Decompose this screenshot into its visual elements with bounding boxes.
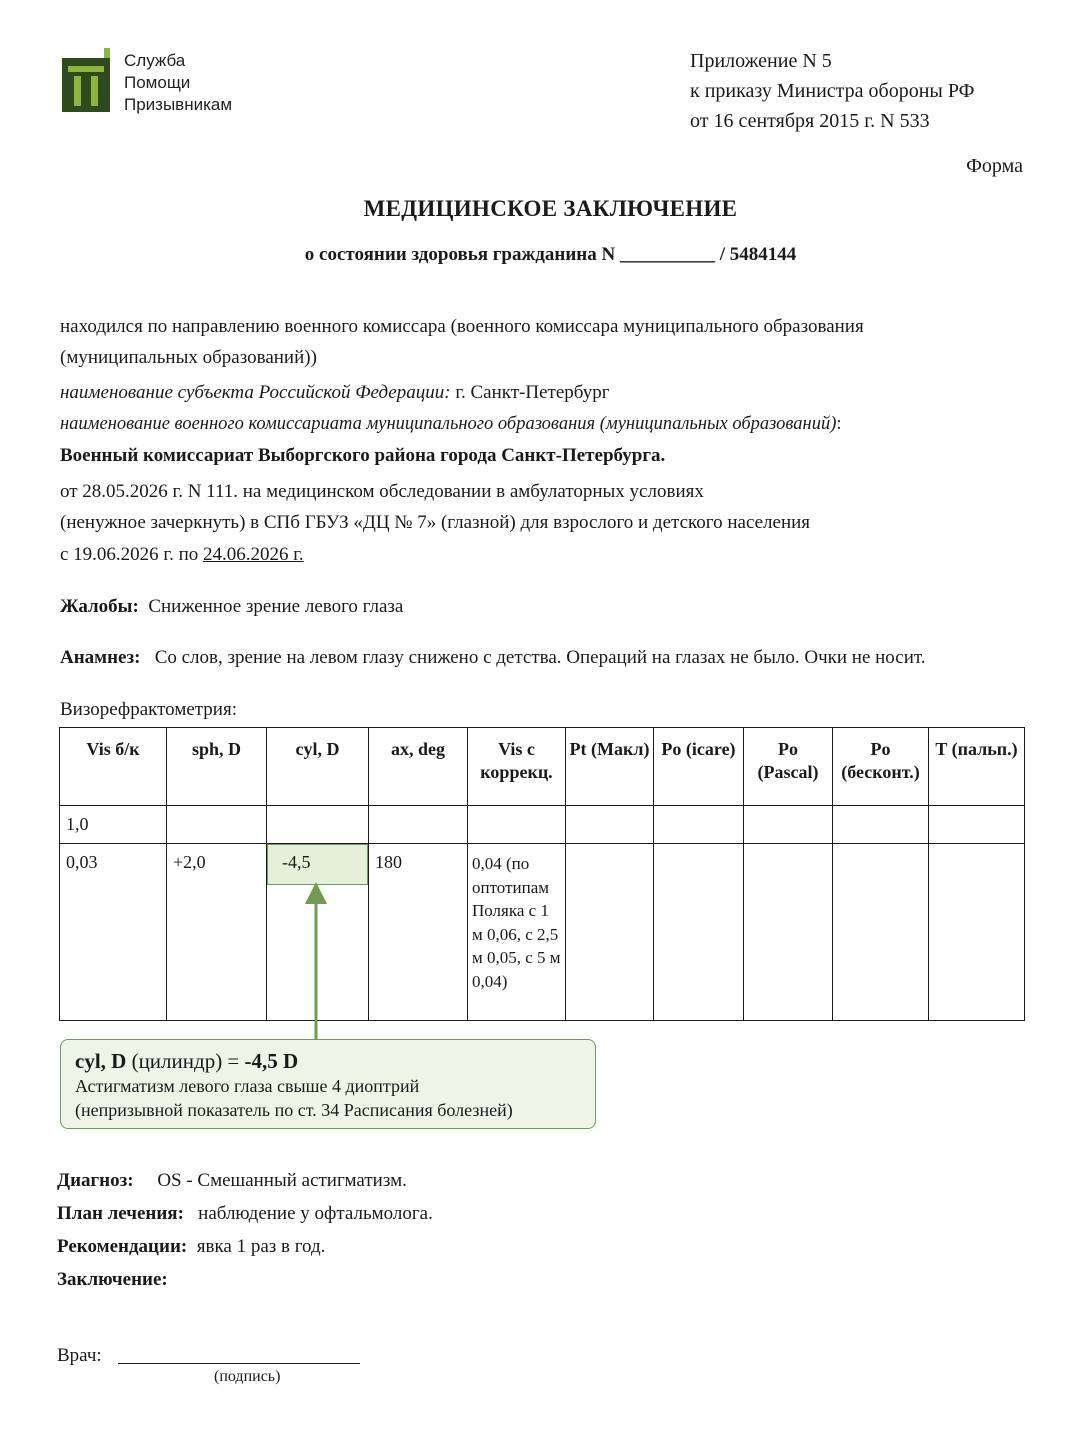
table-cell [566,844,654,1021]
callout-heading [75,1048,583,1074]
recommendations-line [57,1234,325,1260]
document-subtitle: о состоянии здоровья гражданина N __________ / 5484144 [304,244,797,265]
table-row [60,844,1025,1021]
table-cell: 0,03 [60,844,167,1021]
doctor-label: Врач: [57,1345,102,1366]
signature-line [118,1363,360,1364]
callout-line-3: (непризывной показатель по ст. 34 Расписания болезней) [75,1100,513,1120]
anamnesis-value: Со слов, зрение на левом глазу снижено с детства. Операций на глазах не было. Очки не носит. [154,647,926,668]
callout-normal: (цилиндр) = [126,1049,245,1073]
commissariat-label-line [60,411,842,437]
body-line-2: (муниципальных образований)) [60,347,317,368]
logo-line: Помощи [124,73,191,92]
cyl-callout [60,1039,596,1129]
complaints-line [60,594,403,620]
table-title: Визорефрактометрия: [60,699,237,720]
table-cell [833,806,929,844]
callout-line-2: Астигматизм левого глаза свыше 4 диоптрий [75,1076,420,1096]
table-cell: 180 [369,844,468,1021]
table-header: ax, deg [369,728,468,806]
commissariat-label: наименование военного комиссариата муниципального образования (муниципальных образований) [60,414,837,434]
appendix-line: Приложение N 5 [690,50,832,72]
period-line [60,542,304,568]
complaints-label: Жалобы: [60,596,139,617]
callout-value: -4,5 D [244,1049,299,1073]
table-header: sph, D [167,728,267,806]
treatment-label: План лечения: [57,1203,184,1224]
cyl-value-highlight: -4,5 [267,844,368,885]
table-header-row [60,728,1025,806]
recommendations-label: Рекомендации: [57,1236,188,1257]
complaints-value: Сниженное зрение левого глаза [148,596,404,617]
table-cell [654,844,744,1021]
table-header: Vis б/к [60,728,167,806]
treatment-line [57,1201,433,1227]
callout-bold: cyl, D [75,1049,127,1073]
table-cell [833,844,929,1021]
table-cell [744,844,833,1021]
diagnosis-value: OS - Смешанный астигматизм. [157,1170,407,1191]
treatment-value: наблюдение у офтальмолога. [198,1203,433,1224]
document-title: МЕДИЦИНСКОЕ ЗАКЛЮЧЕНИЕ [363,196,738,221]
signature-caption: (подпись) [214,1368,281,1385]
table-cell [929,806,1025,844]
anamnesis-label: Анамнез: [60,647,141,668]
table-header: Pt (Макл) [566,728,654,806]
subject-line [60,380,610,406]
logo-text [124,50,232,116]
table-header: Po (бесконт.) [833,728,929,806]
subject-value: г. Санкт-Петербург [450,382,610,403]
table-cell [929,844,1025,1021]
logo-line: Призывникам [124,95,233,114]
diagnosis-line [57,1168,407,1194]
table-cell [744,806,833,844]
table-cell [369,806,468,844]
organization-logo-icon [62,48,110,112]
table-cell: 0,04 (по оптотипам Поляка с 1 м 0,06, с 2,5 м 0,05, с 5 м 0,04) [468,844,566,1021]
form-label: Форма [966,155,1023,177]
visorefractometry-table [59,727,1025,1021]
table-header: T (пальп.) [929,728,1025,806]
table-cell [566,806,654,844]
table-header: cyl, D [267,728,369,806]
table-cell [267,806,369,844]
body-line-6: от 28.05.2026 г. N 111. на медицинском обследовании в амбулаторных условиях [60,481,704,502]
table-cell [468,806,566,844]
commissariat-colon: : [836,414,842,434]
table-cell: 1,0 [60,806,167,844]
period-prefix: с 19.06.2026 г. по [60,544,204,565]
period-end: 24.06.2026 г. [203,544,304,565]
conclusion-label: Заключение: [57,1269,168,1290]
diagnosis-label: Диагноз: [57,1170,134,1191]
arrow-up-icon [304,880,328,1042]
body-line-1: находился по направлению военного комиссара (военного комиссара муниципального образования [60,316,864,337]
recommendations-value: явка 1 раз в год. [196,1236,326,1257]
table-row [60,806,1025,844]
table-cell [167,806,267,844]
table-cell: +2,0 [167,844,267,1021]
table-header: Po (icare) [654,728,744,806]
table-header: Po (Pascal) [744,728,833,806]
table-header: Vis с коррекц. [468,728,566,806]
anamnesis-line [60,645,926,671]
appendix-line: от 16 сентября 2015 г. N 533 [690,110,930,132]
subject-label: наименование субъекта Российской Федерации: [60,382,451,403]
logo-line: Служба [124,51,186,70]
body-line-7: (ненужное зачеркнуть) в СПб ГБУЗ «ДЦ № 7» (глазной) для взрослого и детского населения [60,512,811,533]
table-cell [654,806,744,844]
appendix-line: к приказу Министра обороны РФ [690,80,975,102]
commissariat-value: Военный комиссариат Выборгского района города Санкт-Петербурга. [60,445,666,466]
appendix-header [690,46,974,136]
